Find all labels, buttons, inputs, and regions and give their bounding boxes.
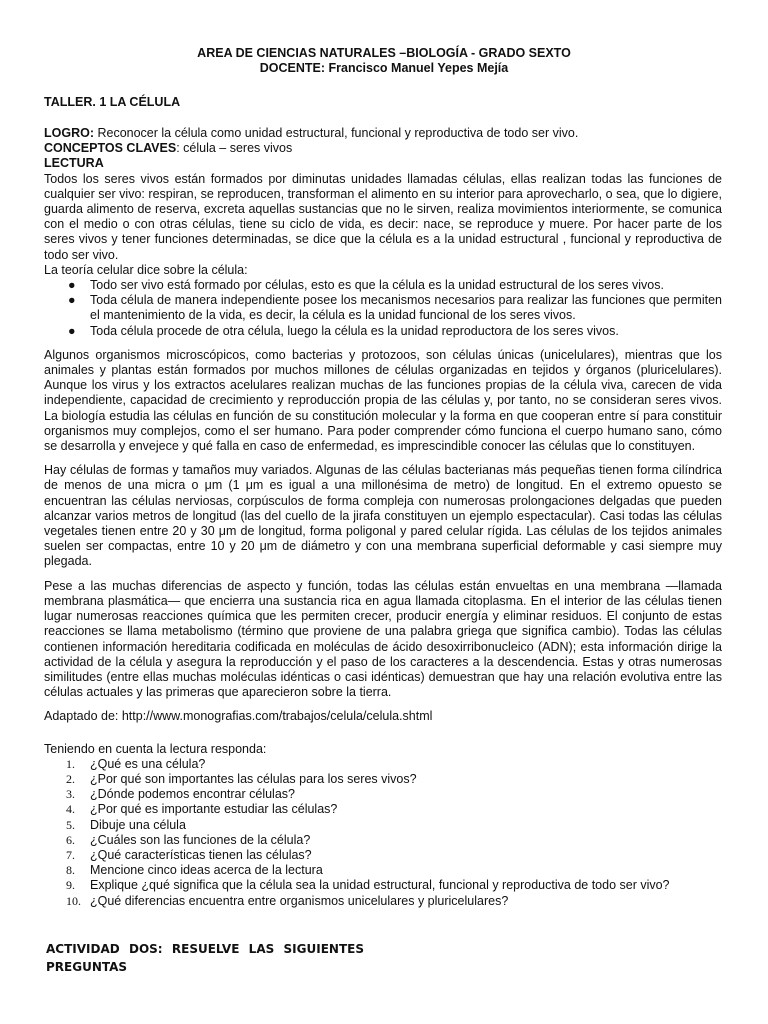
question-number: 5. [66,817,75,832]
teoria-item-text: Todo ser vivo está formado por células, esto es que la célula es la unidad estructural de los seres vivos. [90,278,664,293]
question-text: ¿Qué es una célula? [90,756,206,771]
actividad-word: LAS [248,942,275,956]
question-text: ¿Dónde podemos encontrar células? [90,787,295,802]
question-number: 8. [66,863,75,878]
actividad-word: ACTIVIDAD [46,942,120,956]
question-item [44,833,722,848]
bullet-icon: ● [68,293,76,308]
questions-list [44,757,722,909]
teoria-item [68,278,722,293]
teoria-item-text: Toda célula procede de otra célula, luego la célula es la unidad reproductora de los seres vivos. [90,323,619,338]
source-citation: Adaptado de: http://www.monografias.com/trabajos/celula/celula.shtml [44,709,433,724]
teoria-item [68,323,722,339]
question-item [44,802,722,817]
taller-title: TALLER. 1 LA CÉLULA [44,95,181,109]
question-text: Dibuje una célula [90,817,186,832]
header-docente-line: DOCENTE: Francisco Manuel Yepes Mejía [259,61,509,75]
question-number: 7. [66,847,75,862]
bullet-icon: ● [68,323,76,338]
question-text: ¿Cuáles son las funciones de la célula? [90,832,311,847]
question-text: ¿Por qué es importante estudiar las células? [90,802,338,817]
bullet-icon: ● [68,278,76,293]
question-item [44,894,722,909]
formas-paragraph: Hay células de formas y tamaños muy variados. Algunas de las células bacterianas más pequeñas tienen forma cilíndrica de menos de una micra o μm (1 μm es igual a una millonésima de metro) de longitud. En el extremo opuesto se encuentran las células nerviosas, corpúsculos de forma compleja con numerosas prolongaciones delgadas que pueden alcanzar varios metros de longitud (las del cuello de la jirafa constituyen un ejemplo espectacular). Casi todas las células vegetales tienen entre 20 y 30 μm de longitud, forma poligonal y pared celular rígida. Las células de los tejidos animales suelen ser compactas, entre 10 y 20 μm de diámetro y con una membrana superficial deformable y casi siempre muy plegada. [44,463,722,569]
conceptos-line [44,141,722,156]
conceptos-label: CONCEPTOS CLAVES [44,141,177,156]
question-item [44,863,722,878]
question-item [44,848,722,863]
questions-intro: Teniendo en cuenta la lectura responda: [44,741,267,756]
question-item [44,757,722,772]
question-item [44,787,722,802]
question-number: 6. [66,832,75,847]
header-area-line: AREA DE CIENCIAS NATURALES –BIOLOGÍA - GRADO SEXTO [197,46,571,60]
teoria-item-text: Toda célula de manera independiente posee los mecanismos necesarios para realizar las funciones que permiten el mantenimiento de la vida, es decir, la célula es la unidad funcional de los seres vivos. [90,293,722,323]
logro-label: LOGRO: [44,126,94,140]
question-number: 3. [66,787,75,802]
logro-text: Reconocer la célula como unidad estructural, funcional y reproductiva de todo ser vivo. [94,126,579,140]
actividad-heading [46,940,364,976]
actividad-word: RESUELVE [171,942,240,956]
actividad-line-1 [46,940,364,958]
conceptos-text: : célula – seres vivos [176,141,293,156]
question-number: 10. [66,893,81,908]
question-item [44,772,722,787]
lectura-heading: LECTURA [44,156,104,171]
question-number: 2. [66,771,75,786]
teoria-item [68,293,722,323]
actividad-word: SIGUIENTES [283,942,364,956]
question-text: ¿Qué características tienen las células? [90,847,312,862]
question-text: Explique ¿qué significa que la célula sea la unidad estructural, funcional y reproductiva de todo ser vivo? [90,878,670,893]
document-body [44,126,722,909]
question-text: Mencione cinco ideas acerca de la lectura [90,863,323,878]
membrana-paragraph: Pese a las muchas diferencias de aspecto y función, todas las células están envueltas en una membrana —llamada membrana plasmática— que encierra una sustancia rica en agua llamada citoplasma. En el interior de las células tienen lugar numerosas reacciones química que les permiten crecer, producir energía y eliminar residuos. El conjunto de estas reacciones se llama metabolismo (término que proviene de una palabra griega que significa cambio). Todas las células contienen información hereditaria codificada en moléculas de ácido desoxirribonucleico (ADN); esta información dirige la actividad de la célula y asegura la reproducción y el paso de los caracteres a la descendencia. Estas y otras numerosas similitudes (entre ellas muchas moléculas idénticas o casi idénticas) demuestran que hay una relación evolutiva entre las células actuales y las primeras que aparecieron sobre la tierra. [44,578,722,700]
question-number: 1. [66,756,75,771]
lectura-paragraph: Todos los seres vivos están formados por diminutas unidades llamadas células, ellas realizan todas las funciones de cualquier ser vivo: respiran, se reproducen, transforman el alimento en su interior para aprovecharlo, o sea, que lo digiere, guarda alimento de reserva, excreta aquellas sustancias que no le sirven, realiza movimientos interiormente, se comunica con el medio o con otras células, tiene su ciclo de vida, es decir: nace, se reproduce y muere. Por hacer parte de los seres vivos y tener funciones determinadas, se dice que la célula es a la unidad estructural , funcional y reproductiva de todo ser vivo. [44,171,722,262]
teoria-intro: La teoría celular dice sobre la célula: [44,262,248,277]
question-number: 9. [66,878,75,893]
question-text: ¿Por qué son importantes las células para los seres vivos? [90,771,417,786]
question-item [44,818,722,833]
question-text: ¿Qué diferencias encuentra entre organismos unicelulares y pluricelulares? [90,893,509,908]
teoria-list [44,278,722,339]
question-item [44,878,722,893]
actividad-line-2: PREGUNTAS [46,960,128,974]
document-header [0,46,768,76]
logro-line [44,126,722,141]
actividad-word: DOS: [129,942,163,956]
question-number: 4. [66,802,75,817]
organismos-paragraph: Algunos organismos microscópicos, como bacterias y protozoos, son células únicas (unicelulares), mientras que los animales y plantas están formados por muchos millones de células organizadas en tejidos y órganos (pluricelulares). Aunque los virus y los extractos acelulares realizan muchas de las funciones propias de la célula viva, carecen de vida independiente, capacidad de crecimiento y reproducción propia de las células y, por tanto, no se consideran seres vivos. La biología estudia las células en función de su constitución molecular y la forma en que cooperan entre sí para constituir organismos muy complejos, como el ser humano. Para poder comprender cómo funciona el cuerpo humano sano, cómo se desarrolla y envejece y qué falla en caso de enfermedad, es imprescindible conocer las células que lo constituyen. [44,347,722,454]
